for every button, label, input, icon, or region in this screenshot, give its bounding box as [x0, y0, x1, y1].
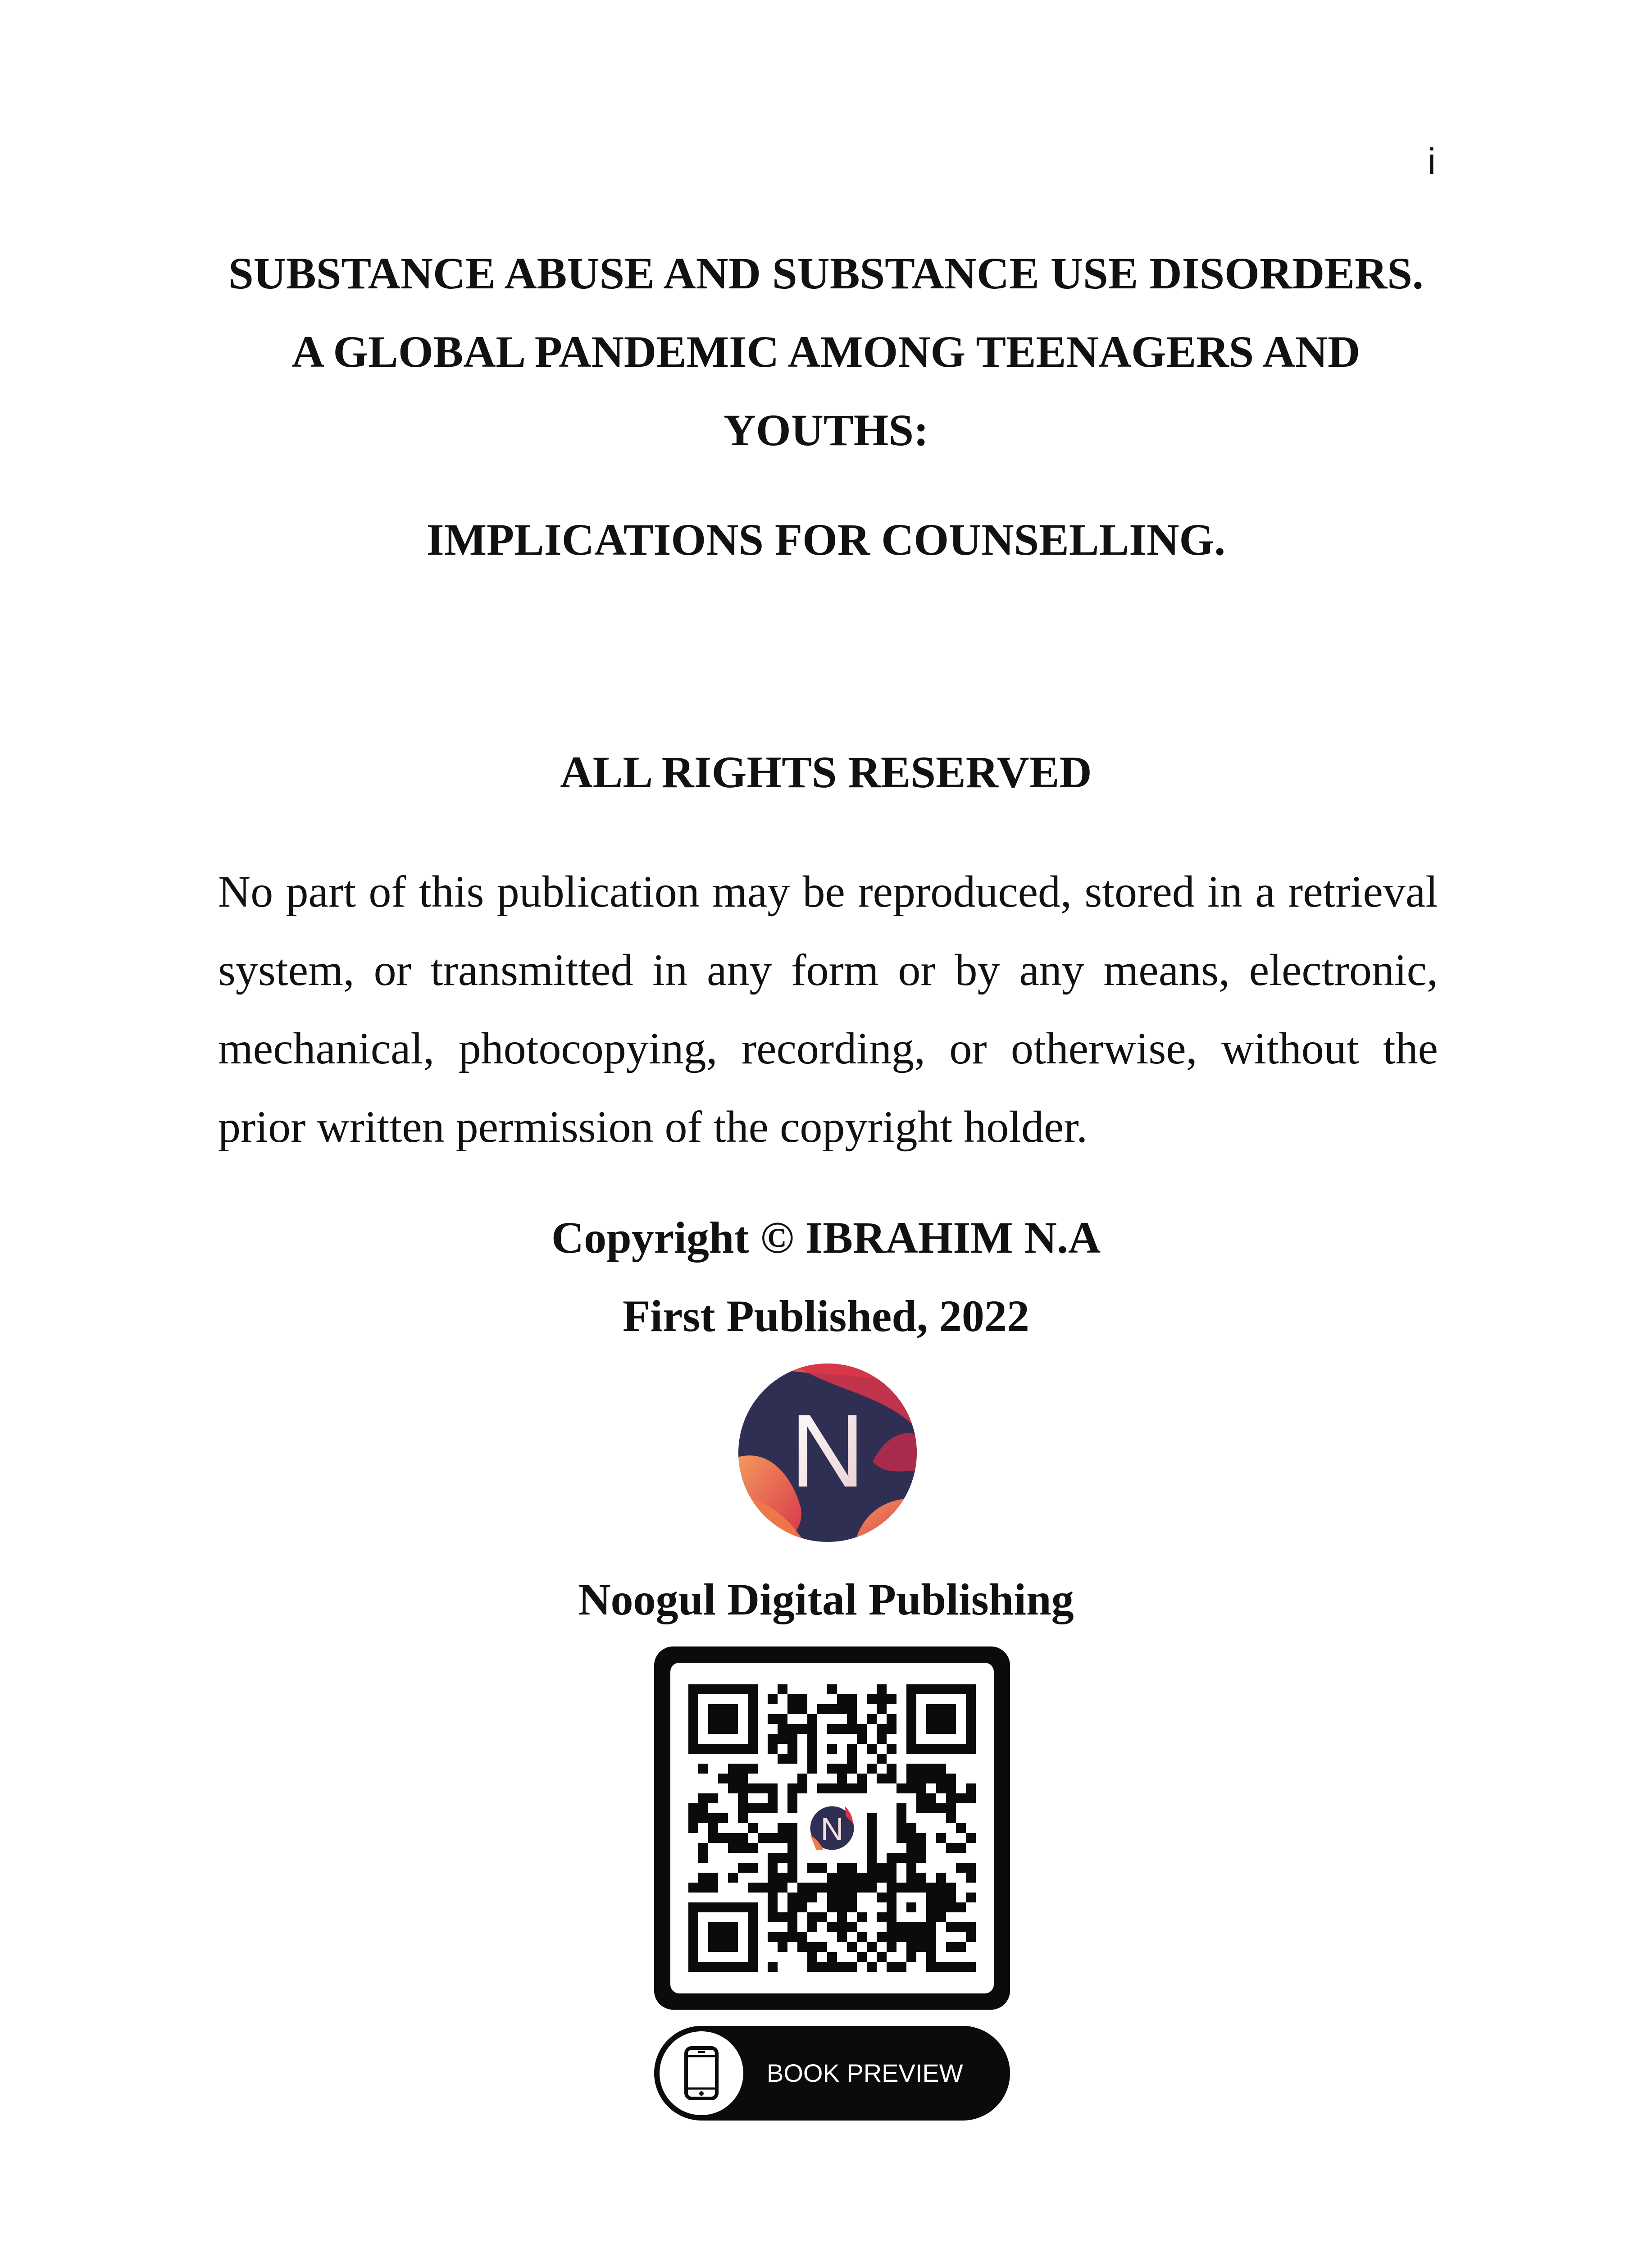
first-published: First Published, 2022	[623, 1291, 1029, 1341]
copyright-block	[189, 1199, 1463, 1355]
qr-code-icon[interactable]	[688, 1684, 976, 1972]
notice-line: mechanical, photocopying, recording, or otherwise, without the	[218, 1023, 1438, 1073]
page-number: i	[1427, 141, 1436, 182]
title-line: SUBSTANCE ABUSE AND SUBSTANCE USE DISORDERS.	[228, 248, 1424, 298]
book-preview-label: BOOK PREVIEW	[767, 2059, 963, 2087]
smartphone-icon	[683, 2046, 719, 2100]
book-title	[189, 234, 1463, 470]
smartphone-icon-circle	[660, 2031, 743, 2115]
rights-heading: ALL RIGHTS RESERVED	[560, 747, 1092, 797]
qr-code-background	[670, 1663, 994, 1993]
qr-center-letter: N	[820, 1811, 844, 1847]
notice-line: system, or transmitted in any form or by any means, electronic,	[218, 945, 1438, 995]
title-line: A GLOBAL PANDEMIC AMONG TEENAGERS AND	[291, 327, 1361, 377]
notice-line: prior written permission of the copyright holder.	[218, 1102, 1088, 1152]
title-line: YOUTHS:	[723, 405, 929, 455]
publisher-logo	[737, 1363, 918, 1543]
book-subtitle: IMPLICATIONS FOR COUNSELLING.	[426, 515, 1226, 565]
copyright-notice	[218, 853, 1438, 1166]
copyright-holder: Copyright © IBRAHIM N.A	[551, 1213, 1101, 1263]
logo-letter: N	[790, 1393, 865, 1509]
notice-line: No part of this publication may be reproduced, stored in a retrieval	[218, 867, 1438, 917]
publisher-name: Noogul Digital Publishing	[578, 1574, 1074, 1624]
qr-code-frame[interactable]	[654, 1646, 1010, 2010]
book-preview-button[interactable]	[654, 2026, 1010, 2121]
